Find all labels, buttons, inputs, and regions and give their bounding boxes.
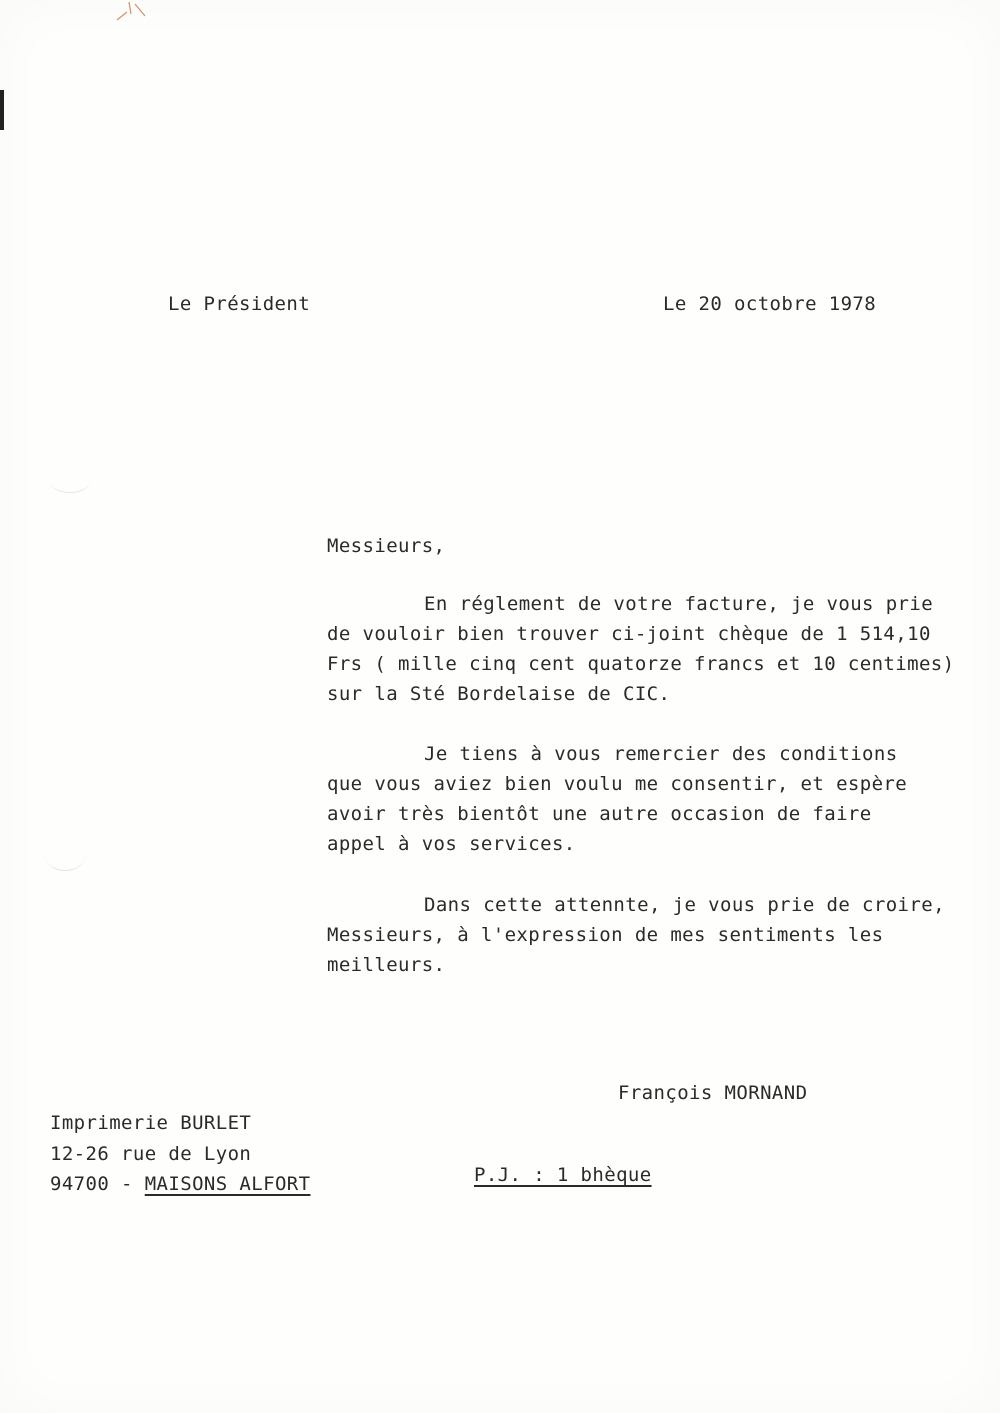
paragraph-line: Messieurs, à l'expression de mes sentiments les [327, 924, 884, 946]
pen-mark-top [115, 0, 155, 22]
paragraph-line: appel à vos services. [327, 833, 576, 855]
paragraph-line: de vouloir bien trouver ci-joint chèque de 1 514,10 [327, 623, 931, 645]
page-edge-mark [0, 90, 4, 130]
recipient-street: 12-26 rue de Lyon [50, 1143, 252, 1165]
paragraph-line: que vous aviez bien voulu me consentir, et espère [327, 773, 908, 795]
paragraph-line: avoir très bientôt une autre occasion de faire [327, 803, 872, 825]
paragraph-line: sur la Sté Bordelaise de CIC. [327, 683, 671, 705]
recipient-city: MAISONS ALFORT [144, 1173, 311, 1195]
paragraph-line: Je tiens à vous remercier des conditions [424, 743, 898, 765]
sender-title: Le Président [168, 293, 311, 315]
enclosure-note: P.J. : 1 bhèque [474, 1164, 652, 1186]
paper-smudge [45, 840, 85, 871]
letter-date: Le 20 octobre 1978 [663, 293, 877, 315]
signature-name: François MORNAND [618, 1082, 808, 1104]
recipient-company: Imprimerie BURLET [50, 1112, 252, 1134]
recipient-postcode: 94700 - [50, 1173, 145, 1195]
paragraph-line: En réglement de votre facture, je vous prie [424, 593, 934, 615]
paper-smudge [50, 470, 90, 493]
paragraph-line: Dans cette attennte, je vous prie de croire, [424, 894, 945, 916]
paragraph-line: meilleurs. [327, 954, 446, 976]
salutation: Messieurs, [327, 535, 446, 557]
recipient-city-line [50, 1169, 310, 1199]
paragraph-line: Frs ( mille cinq cent quatorze francs et 10 centimes) [327, 653, 955, 675]
